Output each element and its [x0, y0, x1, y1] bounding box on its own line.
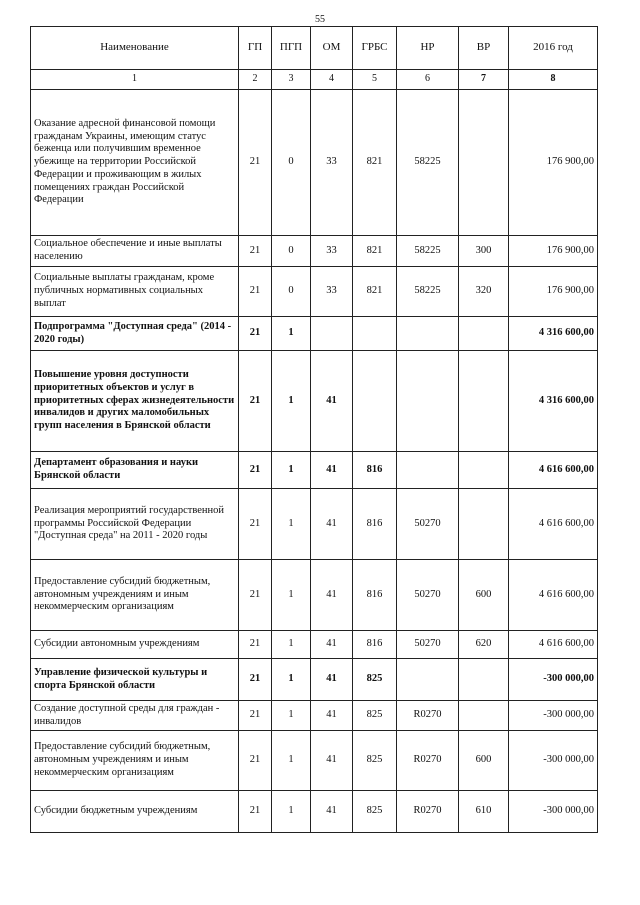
- row-pgp: 0: [272, 236, 311, 267]
- column-number-row: [31, 70, 598, 90]
- row-om: 33: [311, 90, 353, 236]
- row-vr: [459, 489, 509, 560]
- header-vr: ВР: [459, 27, 509, 70]
- row-nr: 58225: [397, 267, 459, 317]
- row-grbs: 821: [353, 236, 397, 267]
- row-name: Субсидии бюджетным учреждениям: [31, 791, 239, 833]
- column-number: 4: [311, 70, 353, 90]
- row-pgp: 0: [272, 90, 311, 236]
- row-nr: 58225: [397, 90, 459, 236]
- header-nr: НР: [397, 27, 459, 70]
- row-name: Субсидии автономным учреждениям: [31, 631, 239, 659]
- row-nr: [397, 351, 459, 452]
- row-name: Повышение уровня доступности приоритетных объектов и услуг в приоритетных сферах жизнедеятельности инвалидов и других маломобильных групп населения в Брянской области: [31, 351, 239, 452]
- row-om: 41: [311, 791, 353, 833]
- header-year: 2016 год: [509, 27, 598, 70]
- row-pgp: 1: [272, 351, 311, 452]
- header-pgp: ПГП: [272, 27, 311, 70]
- column-number: 5: [353, 70, 397, 90]
- row-name: Управление физической культуры и спорта Брянской области: [31, 659, 239, 701]
- row-amount: 176 900,00: [509, 267, 598, 317]
- row-grbs: 821: [353, 90, 397, 236]
- row-vr: 300: [459, 236, 509, 267]
- row-om: 41: [311, 351, 353, 452]
- table-row: [31, 267, 598, 317]
- row-vr: [459, 90, 509, 236]
- row-amount: -300 000,00: [509, 659, 598, 701]
- row-gp: 21: [239, 236, 272, 267]
- row-amount: 4 616 600,00: [509, 452, 598, 489]
- row-grbs: 816: [353, 452, 397, 489]
- row-om: 41: [311, 631, 353, 659]
- row-grbs: 825: [353, 659, 397, 701]
- row-om: 41: [311, 489, 353, 560]
- row-amount: -300 000,00: [509, 731, 598, 791]
- row-pgp: 0: [272, 267, 311, 317]
- row-grbs: 816: [353, 631, 397, 659]
- table-row: [31, 489, 598, 560]
- page-number: 55: [315, 14, 325, 25]
- row-vr: [459, 659, 509, 701]
- budget-table: [30, 26, 598, 833]
- row-nr: R0270: [397, 731, 459, 791]
- row-pgp: 1: [272, 791, 311, 833]
- column-number: 7: [459, 70, 509, 90]
- row-name: Реализация мероприятий государственной программы Российской Федерации "Доступная среда" на 2011 - 2020 годы: [31, 489, 239, 560]
- row-gp: 21: [239, 791, 272, 833]
- row-nr: [397, 317, 459, 351]
- row-name: Департамент образования и науки Брянской области: [31, 452, 239, 489]
- table-row: [31, 659, 598, 701]
- row-gp: 21: [239, 267, 272, 317]
- table-row: [31, 560, 598, 631]
- header-name: Наименование: [31, 27, 239, 70]
- row-vr: 600: [459, 731, 509, 791]
- row-amount: 4 316 600,00: [509, 351, 598, 452]
- row-gp: 21: [239, 560, 272, 631]
- row-gp: 21: [239, 701, 272, 731]
- row-om: 41: [311, 731, 353, 791]
- row-name: Предоставление субсидий бюджетным, автономным учреждениям и иным некоммерческим организациям: [31, 560, 239, 631]
- row-name: Оказание адресной финансовой помощи гражданам Украины, имеющим статус беженца или получившим временное убежище на территории Российской Федерации и проживающим в жилых помещениях граждан Российской Федерации: [31, 90, 239, 236]
- row-vr: [459, 452, 509, 489]
- row-grbs: [353, 317, 397, 351]
- row-pgp: 1: [272, 489, 311, 560]
- row-amount: -300 000,00: [509, 791, 598, 833]
- row-grbs: [353, 351, 397, 452]
- row-nr: [397, 452, 459, 489]
- row-grbs: 816: [353, 489, 397, 560]
- row-grbs: 825: [353, 701, 397, 731]
- row-amount: 176 900,00: [509, 90, 598, 236]
- row-pgp: 1: [272, 560, 311, 631]
- table-row: [31, 731, 598, 791]
- row-name: Создание доступной среды для граждан - инвалидов: [31, 701, 239, 731]
- row-vr: [459, 701, 509, 731]
- row-pgp: 1: [272, 731, 311, 791]
- header-gp: ГП: [239, 27, 272, 70]
- row-gp: 21: [239, 631, 272, 659]
- row-pgp: 1: [272, 317, 311, 351]
- row-gp: 21: [239, 351, 272, 452]
- row-amount: 176 900,00: [509, 236, 598, 267]
- row-name: Социальное обеспечение и иные выплаты населению: [31, 236, 239, 267]
- header-row: [31, 27, 598, 70]
- row-om: [311, 317, 353, 351]
- row-vr: 320: [459, 267, 509, 317]
- column-number: 8: [509, 70, 598, 90]
- row-om: 41: [311, 452, 353, 489]
- row-name: Предоставление субсидий бюджетным, автономным учреждениям и иным некоммерческим организациям: [31, 731, 239, 791]
- row-om: 33: [311, 236, 353, 267]
- row-gp: 21: [239, 489, 272, 560]
- row-nr: 58225: [397, 236, 459, 267]
- row-grbs: 821: [353, 267, 397, 317]
- row-nr: R0270: [397, 701, 459, 731]
- column-number: 2: [239, 70, 272, 90]
- row-nr: [397, 659, 459, 701]
- row-gp: 21: [239, 90, 272, 236]
- row-gp: 21: [239, 317, 272, 351]
- row-gp: 21: [239, 731, 272, 791]
- column-number: 3: [272, 70, 311, 90]
- row-om: 41: [311, 659, 353, 701]
- row-nr: R0270: [397, 791, 459, 833]
- row-grbs: 816: [353, 560, 397, 631]
- row-vr: 620: [459, 631, 509, 659]
- row-amount: 4 616 600,00: [509, 489, 598, 560]
- table-row: [31, 791, 598, 833]
- table-row: [31, 236, 598, 267]
- row-vr: 610: [459, 791, 509, 833]
- row-amount: 4 616 600,00: [509, 631, 598, 659]
- row-grbs: 825: [353, 791, 397, 833]
- row-gp: 21: [239, 452, 272, 489]
- row-om: 33: [311, 267, 353, 317]
- table-row: [31, 351, 598, 452]
- row-vr: [459, 317, 509, 351]
- column-number: 1: [31, 70, 239, 90]
- header-om: ОМ: [311, 27, 353, 70]
- row-pgp: 1: [272, 631, 311, 659]
- row-vr: 600: [459, 560, 509, 631]
- table-row: [31, 452, 598, 489]
- table-row: [31, 90, 598, 236]
- row-pgp: 1: [272, 659, 311, 701]
- row-nr: 50270: [397, 631, 459, 659]
- table-row: [31, 701, 598, 731]
- row-nr: 50270: [397, 560, 459, 631]
- header-grbs: ГРБС: [353, 27, 397, 70]
- row-name: Социальные выплаты гражданам, кроме публичных нормативных социальных выплат: [31, 267, 239, 317]
- row-grbs: 825: [353, 731, 397, 791]
- row-pgp: 1: [272, 452, 311, 489]
- row-amount: 4 316 600,00: [509, 317, 598, 351]
- table-row: [31, 631, 598, 659]
- row-om: 41: [311, 701, 353, 731]
- row-amount: 4 616 600,00: [509, 560, 598, 631]
- row-name: Подпрограмма "Доступная среда" (2014 - 2020 годы): [31, 317, 239, 351]
- row-gp: 21: [239, 659, 272, 701]
- row-om: 41: [311, 560, 353, 631]
- row-vr: [459, 351, 509, 452]
- row-pgp: 1: [272, 701, 311, 731]
- table-row: [31, 317, 598, 351]
- row-nr: 50270: [397, 489, 459, 560]
- column-number: 6: [397, 70, 459, 90]
- row-amount: -300 000,00: [509, 701, 598, 731]
